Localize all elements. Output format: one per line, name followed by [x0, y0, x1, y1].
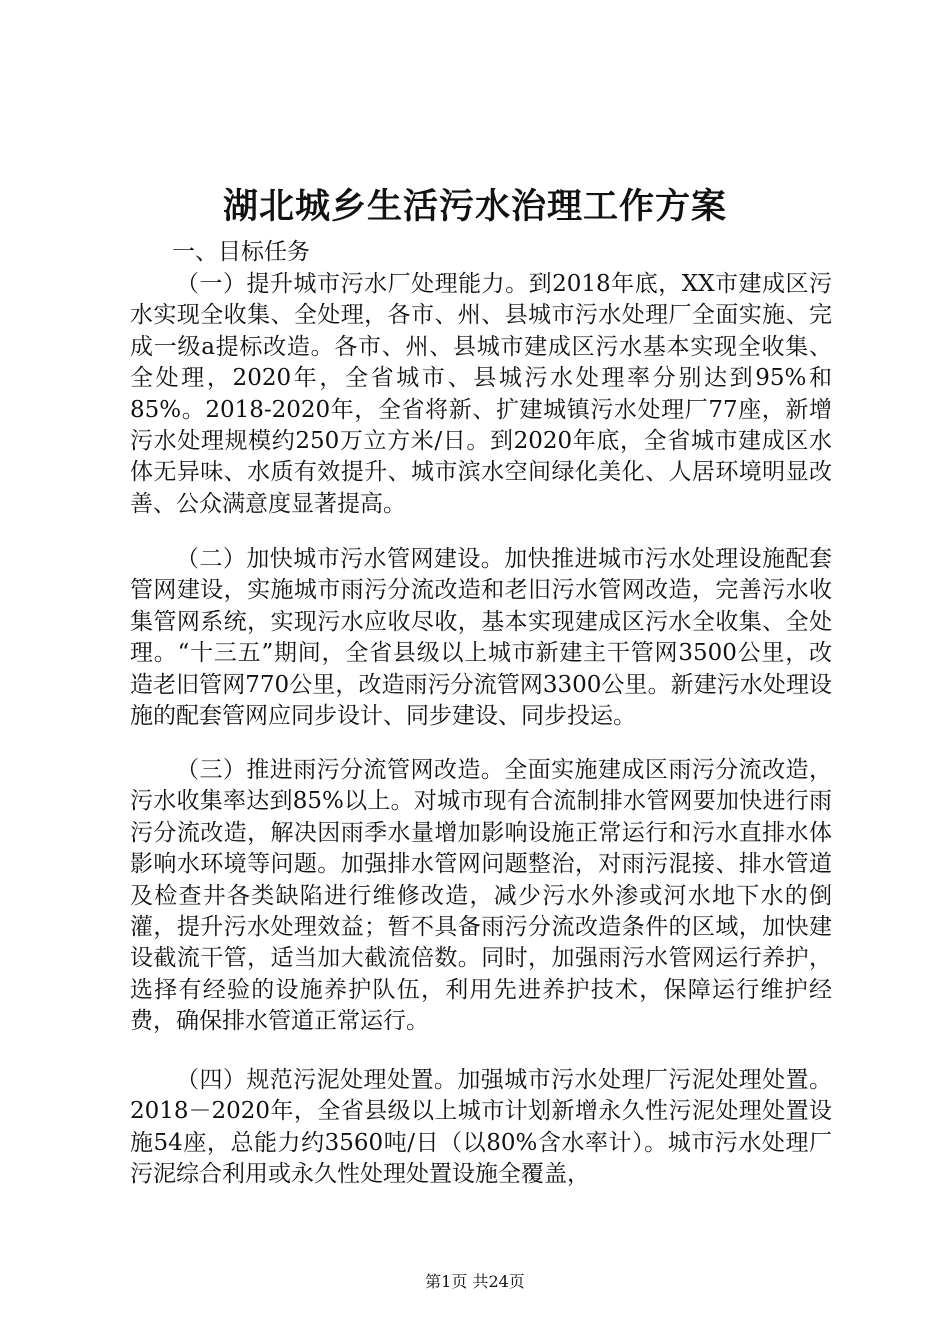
- paragraph-2: （二）加快城市污水管网建设。加快推进城市污水处理设施配套管网建设，实施城市雨污分流改造和老旧污水管网改造，完善污水收集管网系统，实现污水应收尽收，基本实现建成区污水全收集、全处理。“十三五”期间，全省县级以上城市新建主干管网3500公里，改造老旧管网770公里，改造雨污分流管网3300公里。新建污水处理设施的配套管网应同步设计、同步建设、同步投运。: [130, 546, 832, 730]
- paragraph-1: （一）提升城市污水厂处理能力。到2018年底，XX市建成区污水实现全收集、全处理，各市、州、县城市污水处理厂全面实施、完成一级a提标改造。各市、州、县城市建成区污水基本实现全收集、全处理，2020年，全省城市、县城污水处理率分别达到95%和85%。2018-2020年，全省将新、扩建城镇污水处理厂77座，新增污水处理规模约250万立方米/日。到2020年底，全省城市建成区水体无异味、水质有效提升、城市滨水空间绿化美化、人居环境明显改善、公众满意度显著提高。: [130, 271, 832, 517]
- section-heading: 一、目标任务: [172, 239, 310, 265]
- document-title: 湖北城乡生活污水治理工作方案: [222, 186, 727, 227]
- paragraph-4: （四）规范污泥处理处置。加强城市污水处理厂污泥处理处置。2018－2020年，全省县级以上城市计划新增永久性污泥处理处置设施54座，总能力约3560吨/日（以80%含水率计）。城市污水处理厂污泥综合利用或永久性处理处置设施全覆盖，: [130, 1067, 832, 1188]
- page-footer: 第1页 共24页: [425, 1272, 525, 1291]
- paragraph-3: （三）推进雨污分流管网改造。全面实施建成区雨污分流改造，污水收集率达到85%以上。对城市现有合流制排水管网要加快进行雨污分流改造，解决因雨季水量增加影响设施正常运行和污水直排水体影响水环境等问题。加强排水管网问题整治，对雨污混接、排水管道及检查井各类缺陷进行维修改造，减少污水外渗或河水地下水的倒灌，提升污水处理效益；暂不具备雨污分流改造条件的区域，加快建设截流干管，适当加大截流倍数。同时，加强雨污水管网运行养护，选择有经验的设施养护队伍，利用先进养护技术，保障运行维护经费，确保排水管道正常运行。: [130, 757, 832, 1035]
